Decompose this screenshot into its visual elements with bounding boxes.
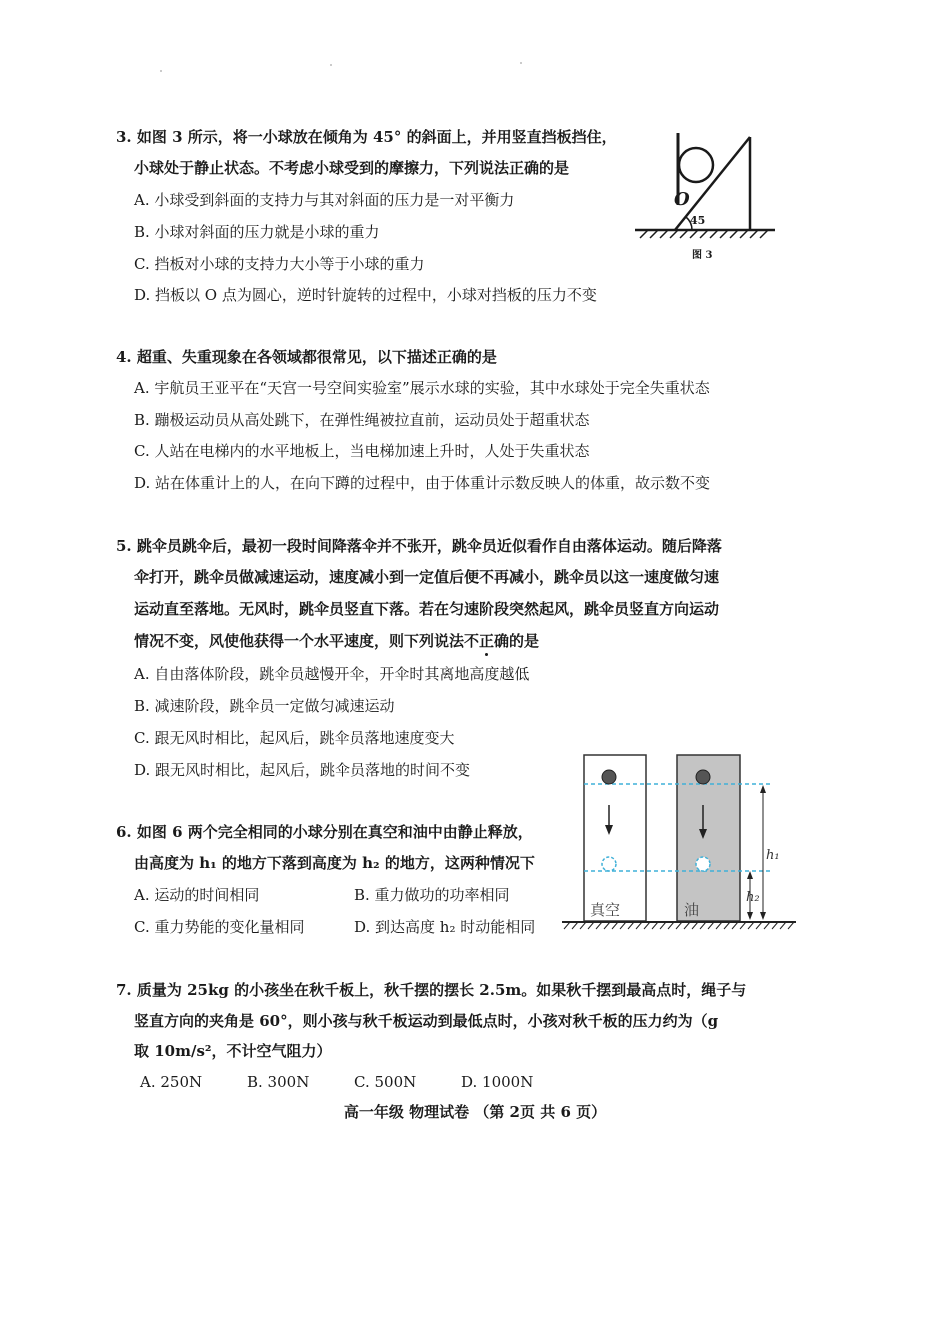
q4-option-a: A. 宇航员王亚平在“天宫一号空间实验室”展示水球的实验，其中水球处于完全失重状态 — [134, 379, 710, 397]
q4-option-d: D. 站在体重计上的人，在向下蹲的过程中，由于体重计示数反映人的体重，故示数不变 — [134, 474, 711, 492]
q4-option-b: B. 蹦极运动员从高处跳下，在弹性绳被拉直前，运动员处于超重状态 — [134, 411, 590, 429]
q6-figure-oil-label: 油 — [684, 901, 700, 919]
q5-emphasis-not-correct: 不正确 — [464, 632, 510, 650]
q7-stem-line2: 竖直方向的夹角是 60°，则小孩与秋千板运动到最低点时，小孩对秋千板的压力约为（g — [134, 1012, 719, 1030]
page-footer: 高一年级 物理试卷 （第 2页 共 6 页） — [343, 1103, 607, 1121]
q5-stem-line2: 伞打开，跳伞员做减速运动，速度减小到一定值后便不再减小，跳伞员以这一速度做匀速 — [134, 568, 720, 586]
q7-stem-line1: 7. 质量为 25kg 的小孩坐在秋千板上，秋千摆的摆长 2.5m。如果秋千摆到最高点时，绳子与 — [116, 981, 747, 999]
q5-option-b: B. 减速阶段，跳伞员一定做匀减速运动 — [134, 697, 395, 715]
q5-option-c: C. 跟无风时相比，起风后，跳伞员落地速度变大 — [134, 729, 455, 747]
q6-option-a: A. 运动的时间相同 — [134, 886, 260, 904]
q6-figure-vacuum-oil — [560, 745, 800, 940]
q3-figure-point-label: O — [674, 189, 690, 210]
q3-option-c: C. 挡板对小球的支持力大小等于小球的重力 — [134, 255, 425, 273]
q6-option-d: D. 到达高度 h₂ 时动能相同 — [354, 918, 536, 936]
q6-option-b: B. 重力做功的功率相同 — [354, 886, 510, 904]
q5-stem-line4-start: 情况不变，风使他获得一个水平速度，则下列说法 — [134, 632, 465, 650]
q3-stem-line2: 小球处于静止状态。不考虑小球受到的摩擦力，下列说法正确的是 — [134, 159, 570, 177]
scan-speck — [330, 64, 332, 66]
q3-option-d: D. 挡板以 O 点为圆心，逆时针旋转的过程中，小球对挡板的压力不变 — [134, 286, 597, 304]
q3-option-a: A. 小球受到斜面的支持力与其对斜面的压力是一对平衡力 — [134, 191, 515, 209]
q6-stem-line2: 由高度为 h₁ 的地方下落到高度为 h₂ 的地方，这两种情况下 — [134, 854, 535, 872]
q4-option-c: C. 人站在电梯内的水平地板上，当电梯加速上升时，人处于失重状态 — [134, 442, 590, 460]
q6-option-c: C. 重力势能的变化量相同 — [134, 918, 305, 936]
scan-speck — [160, 70, 162, 72]
q5-stem-line4 — [134, 631, 539, 651]
q7-stem-line3: 取 10m/s²，不计空气阻力） — [134, 1042, 332, 1060]
q6-figure-h1-label: h₁ — [766, 848, 780, 863]
q3-figure-caption: 图 3 — [692, 250, 713, 261]
q3-figure-incline — [630, 125, 780, 265]
scan-speck — [520, 62, 522, 64]
q7-option-b: B. 300N — [247, 1073, 310, 1091]
q7-option-d: D. 1000N — [461, 1073, 534, 1091]
q5-stem-line4-end: 的是 — [509, 632, 540, 650]
q3-stem-line1: 3. 如图 3 所示，将一小球放在倾角为 45° 的斜面上，并用竖直挡板挡住， — [116, 128, 617, 146]
q3-option-b: B. 小球对斜面的压力就是小球的重力 — [134, 223, 380, 241]
q5-option-a: A. 自由落体阶段，跳伞员越慢开伞，开伞时其离地高度越低 — [134, 665, 530, 683]
q6-figure-vacuum-label: 真空 — [590, 901, 621, 919]
q4-stem: 4. 超重、失重现象在各领域都很常见，以下描述正确的是 — [116, 348, 497, 366]
q6-stem-line1: 6. 如图 6 两个完全相同的小球分别在真空和油中由静止释放， — [116, 823, 533, 841]
q6-figure-h2-label: h₂ — [746, 890, 760, 905]
q3-figure-angle-label: 45 — [690, 214, 706, 227]
q5-option-d: D. 跟无风时相比，起风后，跳伞员落地的时间不变 — [134, 761, 471, 779]
q7-option-c: C. 500N — [354, 1073, 417, 1091]
q5-stem-line1: 5. 跳伞员跳伞后，最初一段时间降落伞并不张开，跳伞员近似看作自由落体运动。随后降落 — [116, 537, 722, 555]
q5-stem-line3: 运动直至落地。无风时，跳伞员竖直下落。若在匀速阶段突然起风，跳伞员竖直方向运动 — [134, 600, 720, 618]
q7-option-a: A. 250N — [140, 1073, 203, 1091]
